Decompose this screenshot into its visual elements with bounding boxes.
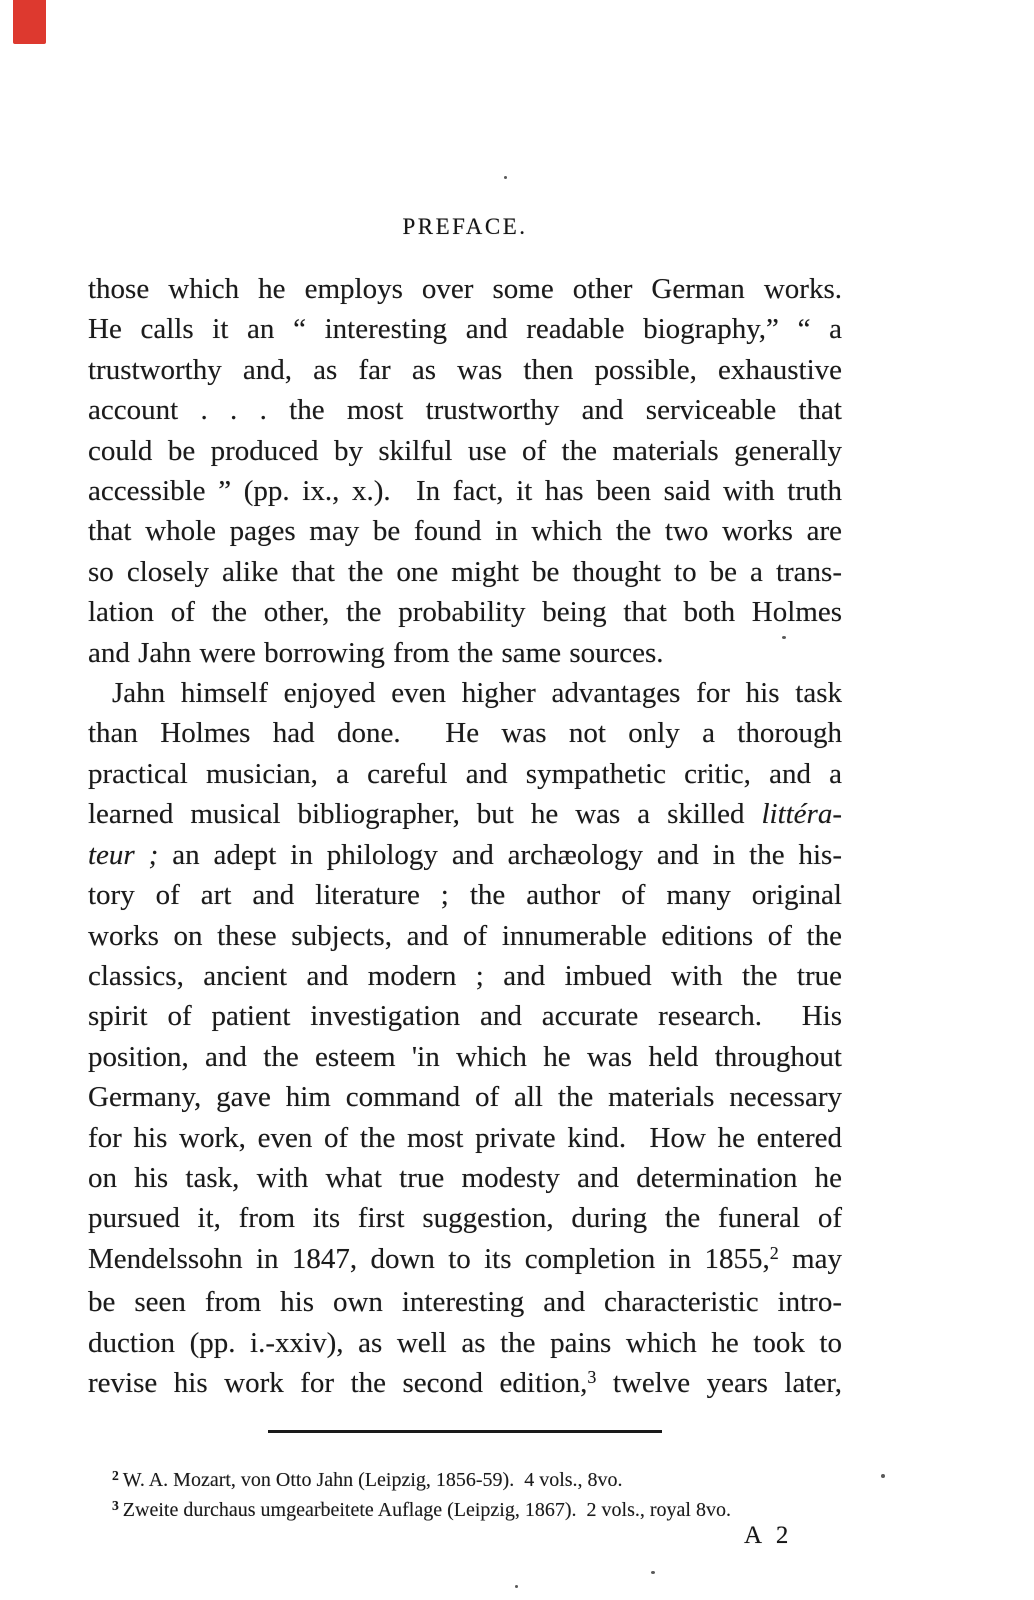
text-line: and Jahn were borrowing from the same sources.	[88, 636, 664, 669]
text-line: for his work, even of the most private kind. How he entered	[88, 1121, 842, 1154]
text-line: lation of the other, the probability being that both Holmes	[88, 596, 842, 629]
text-line: Mendelssohn in 1847, down to its completion in 1855,$^2$ may	[88, 1242, 842, 1275]
signature-mark: A 2	[744, 1522, 789, 1549]
text-line: could be produced by skilful use of the materials generally	[88, 434, 842, 467]
text-line: practical musician, a careful and sympathetic critic, and a	[88, 757, 842, 790]
text-line: Jahn himself enjoyed even higher advantages for his task	[112, 677, 842, 710]
text-line: duction (pp. i.-xxiv), as well as the pains which he took to	[88, 1326, 842, 1359]
body-text	[88, 269, 842, 1406]
footnote-text: Zweite durchaus umgearbeitete Auflage (Leipzig, 1867). 2 vols., royal 8vo.	[122, 1499, 731, 1521]
text-line: than Holmes had done. He was not only a thorough	[88, 717, 842, 750]
text-line: learned musical bibliographer, but he was a skilled littéra-	[88, 798, 842, 831]
text-line: pursued it, from its first suggestion, during the funeral of	[88, 1202, 842, 1235]
footnote	[112, 1466, 892, 1496]
text-line: that whole pages may be found in which the two works are	[88, 515, 842, 548]
footnotes	[112, 1466, 892, 1526]
text-line: be seen from his own interesting and characteristic intro-	[88, 1286, 842, 1319]
text-line: position, and the esteem 'in which he was held throughout	[88, 1040, 842, 1073]
text-line: tory of art and literature ; the author of many original	[88, 879, 842, 912]
text-line: teur ; an adept in philology and archæology and in the his-	[88, 838, 843, 871]
text-line: on his task, with what true modesty and determination he	[88, 1161, 842, 1194]
text-line: Germany, gave him command of all the materials necessary	[88, 1081, 842, 1114]
scan-speck	[515, 1585, 518, 1588]
scan-speck	[504, 176, 507, 179]
text-line: revise his work for the second edition,$^3$ twelve years later,	[88, 1366, 842, 1399]
text-line: so closely alike that the one might be thought to be a trans-	[88, 555, 842, 588]
text-line: account . . . the most trustworthy and serviceable that	[88, 394, 842, 427]
text-line: spirit of patient investigation and accurate research. His	[88, 1000, 842, 1033]
text-line: accessible ” (pp. ix., x.). In fact, it has been said with truth	[88, 475, 842, 508]
footnote-text: W. A. Mozart, von Otto Jahn (Leipzig, 1856-59). 4 vols., 8vo.	[122, 1469, 623, 1491]
text-line: works on these subjects, and of innumerable editions of the	[88, 919, 842, 952]
footnote-marker: 2	[112, 1467, 119, 1483]
page-title: PREFACE.	[402, 214, 528, 239]
footnote-marker: 3	[112, 1497, 119, 1513]
text-line: those which he employs over some other German works.	[88, 273, 842, 305]
text-line: He calls it an “ interesting and readable biography,” “ a	[88, 313, 842, 346]
text-line: trustworthy and, as far as was then possible, exhaustive	[88, 353, 842, 386]
red-margin-mark	[13, 0, 46, 44]
text-line: classics, ancient and modern ; and imbued with the true	[88, 959, 842, 992]
scan-speck	[651, 1571, 655, 1574]
footnote-divider	[268, 1430, 662, 1433]
